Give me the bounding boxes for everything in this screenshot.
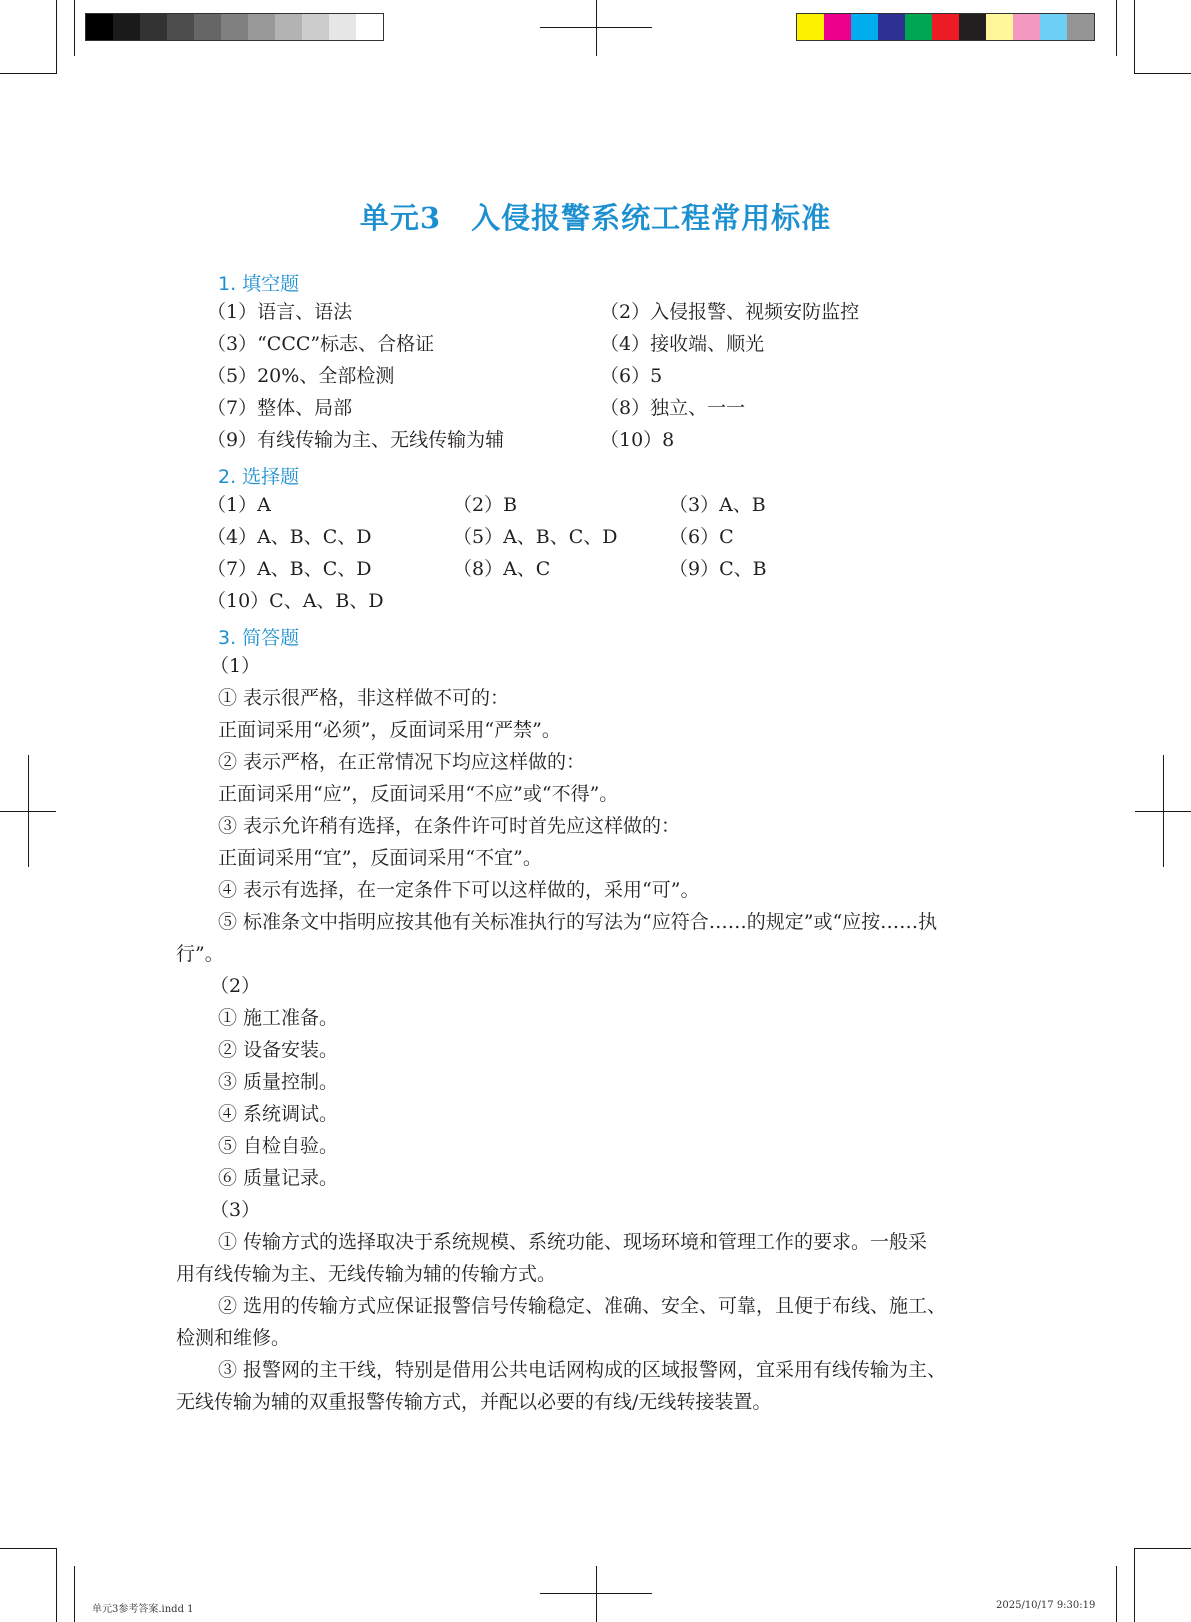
- answer-item: （6）5: [600, 365, 663, 387]
- page-title: 单元3 入侵报警系统工程常用标准: [359, 201, 832, 235]
- section-heading-fill: 1. 填空题: [218, 273, 300, 295]
- color-swatch: [194, 14, 221, 40]
- short-answer-line: （3）: [210, 1199, 261, 1221]
- answer-item: （10）8: [600, 429, 675, 451]
- answer-item: （1）A: [207, 494, 271, 516]
- answer-item: （8）独立、一一: [600, 397, 746, 419]
- short-answer-line: ③ 质量控制。: [218, 1071, 339, 1093]
- short-answer-line: ④ 表示有选择，在一定条件下可以这样做的，采用“可”。: [218, 879, 700, 901]
- answer-item: （4）接收端、顺光: [600, 333, 765, 355]
- answer-item: （10）C、A、B、D: [207, 590, 384, 612]
- color-swatch: [1040, 14, 1067, 40]
- color-swatch: [986, 14, 1013, 40]
- color-swatch: [1013, 14, 1040, 40]
- answer-item: （3）A、B: [669, 494, 766, 516]
- color-swatch: [275, 14, 302, 40]
- color-swatch: [878, 14, 905, 40]
- answer-item: （9）有线传输为主、无线传输为辅: [207, 429, 505, 451]
- slug-filename: 单元3参考答案.indd 1: [92, 1604, 194, 1615]
- color-swatch: [851, 14, 878, 40]
- color-swatch: [302, 14, 329, 40]
- short-answer-line: ③ 报警网的主干线，特别是借用公共电话网构成的区域报警网，宜采用有线传输为主、: [218, 1359, 947, 1381]
- answer-item: （5）20%、全部检测: [207, 365, 395, 387]
- color-swatch: [932, 14, 959, 40]
- short-answer-line: （1）: [210, 655, 261, 677]
- short-answer-line: ② 表示严格，在正常情况下均应这样做的：: [218, 751, 586, 773]
- color-swatch: [329, 14, 356, 40]
- answer-item: （4）A、B、C、D: [207, 526, 372, 548]
- section-heading-short: 3. 简答题: [218, 627, 300, 649]
- short-answer-line: ① 传输方式的选择取决于系统规模、系统功能、现场环境和管理工作的要求。一般采: [218, 1231, 928, 1253]
- color-swatch: [221, 14, 248, 40]
- color-swatch: [140, 14, 167, 40]
- short-answer-line: 正面词采用“必须”，反面词采用“严禁”。: [218, 719, 561, 741]
- color-swatch: [1067, 14, 1094, 40]
- color-swatch: [113, 14, 140, 40]
- answer-item: （6）C: [669, 526, 734, 548]
- color-swatch: [356, 14, 383, 40]
- short-answer-line: ⑥ 质量记录。: [218, 1167, 339, 1189]
- color-swatch: [959, 14, 986, 40]
- color-swatch: [905, 14, 932, 40]
- short-answer-line: ⑤ 标准条文中指明应按其他有关标准执行的写法为“应符合……的规定”或“应按……执: [218, 911, 938, 933]
- answer-item: （3）“CCC”标志、合格证: [207, 333, 435, 355]
- answer-item: （8）A、C: [453, 558, 551, 580]
- color-swatch: [248, 14, 275, 40]
- slug-timestamp: 2025/10/17 9:30:19: [996, 1600, 1096, 1611]
- answer-item: （7）整体、局部: [207, 397, 353, 419]
- color-swatch: [797, 14, 824, 40]
- color-swatch: [824, 14, 851, 40]
- color-swatch: [167, 14, 194, 40]
- short-answer-line: ③ 表示允许稍有选择，在条件许可时首先应这样做的：: [218, 815, 681, 837]
- short-answer-line: ② 设备安装。: [218, 1039, 339, 1061]
- color-swatch: [86, 14, 113, 40]
- short-answer-line: 无线传输为辅的双重报警传输方式，并配以必要的有线/无线转接装置。: [176, 1391, 772, 1413]
- short-answer-line: 正面词采用“宜”，反面词采用“不宜”。: [218, 847, 542, 869]
- short-answer-line: 检测和维修。: [176, 1327, 291, 1349]
- answer-item: （2）B: [453, 494, 518, 516]
- short-answer-line: 行”。: [176, 943, 224, 965]
- cmyk-color-bar: [796, 13, 1095, 41]
- short-answer-line: ① 表示很严格，非这样做不可的：: [218, 687, 510, 709]
- gray-color-bar: [85, 13, 384, 41]
- short-answer-line: 正面词采用“应”，反面词采用“不应”或“不得”。: [218, 783, 619, 805]
- section-heading-choice: 2. 选择题: [218, 466, 300, 488]
- short-answer-line: 用有线传输为主、无线传输为辅的传输方式。: [176, 1263, 557, 1285]
- short-answer-line: ④ 系统调试。: [218, 1103, 339, 1125]
- answer-item: （1）语言、语法: [207, 301, 353, 323]
- answer-item: （2）入侵报警、视频安防监控: [600, 301, 860, 323]
- answer-item: （5）A、B、C、D: [453, 526, 618, 548]
- short-answer-line: ① 施工准备。: [218, 1007, 339, 1029]
- short-answer-line: ② 选用的传输方式应保证报警信号传输稳定、准确、安全、可靠，且便于布线、施工、: [218, 1295, 947, 1317]
- short-answer-line: ⑤ 自检自验。: [218, 1135, 339, 1157]
- short-answer-line: （2）: [210, 975, 261, 997]
- answer-item: （7）A、B、C、D: [207, 558, 372, 580]
- answer-item: （9）C、B: [669, 558, 767, 580]
